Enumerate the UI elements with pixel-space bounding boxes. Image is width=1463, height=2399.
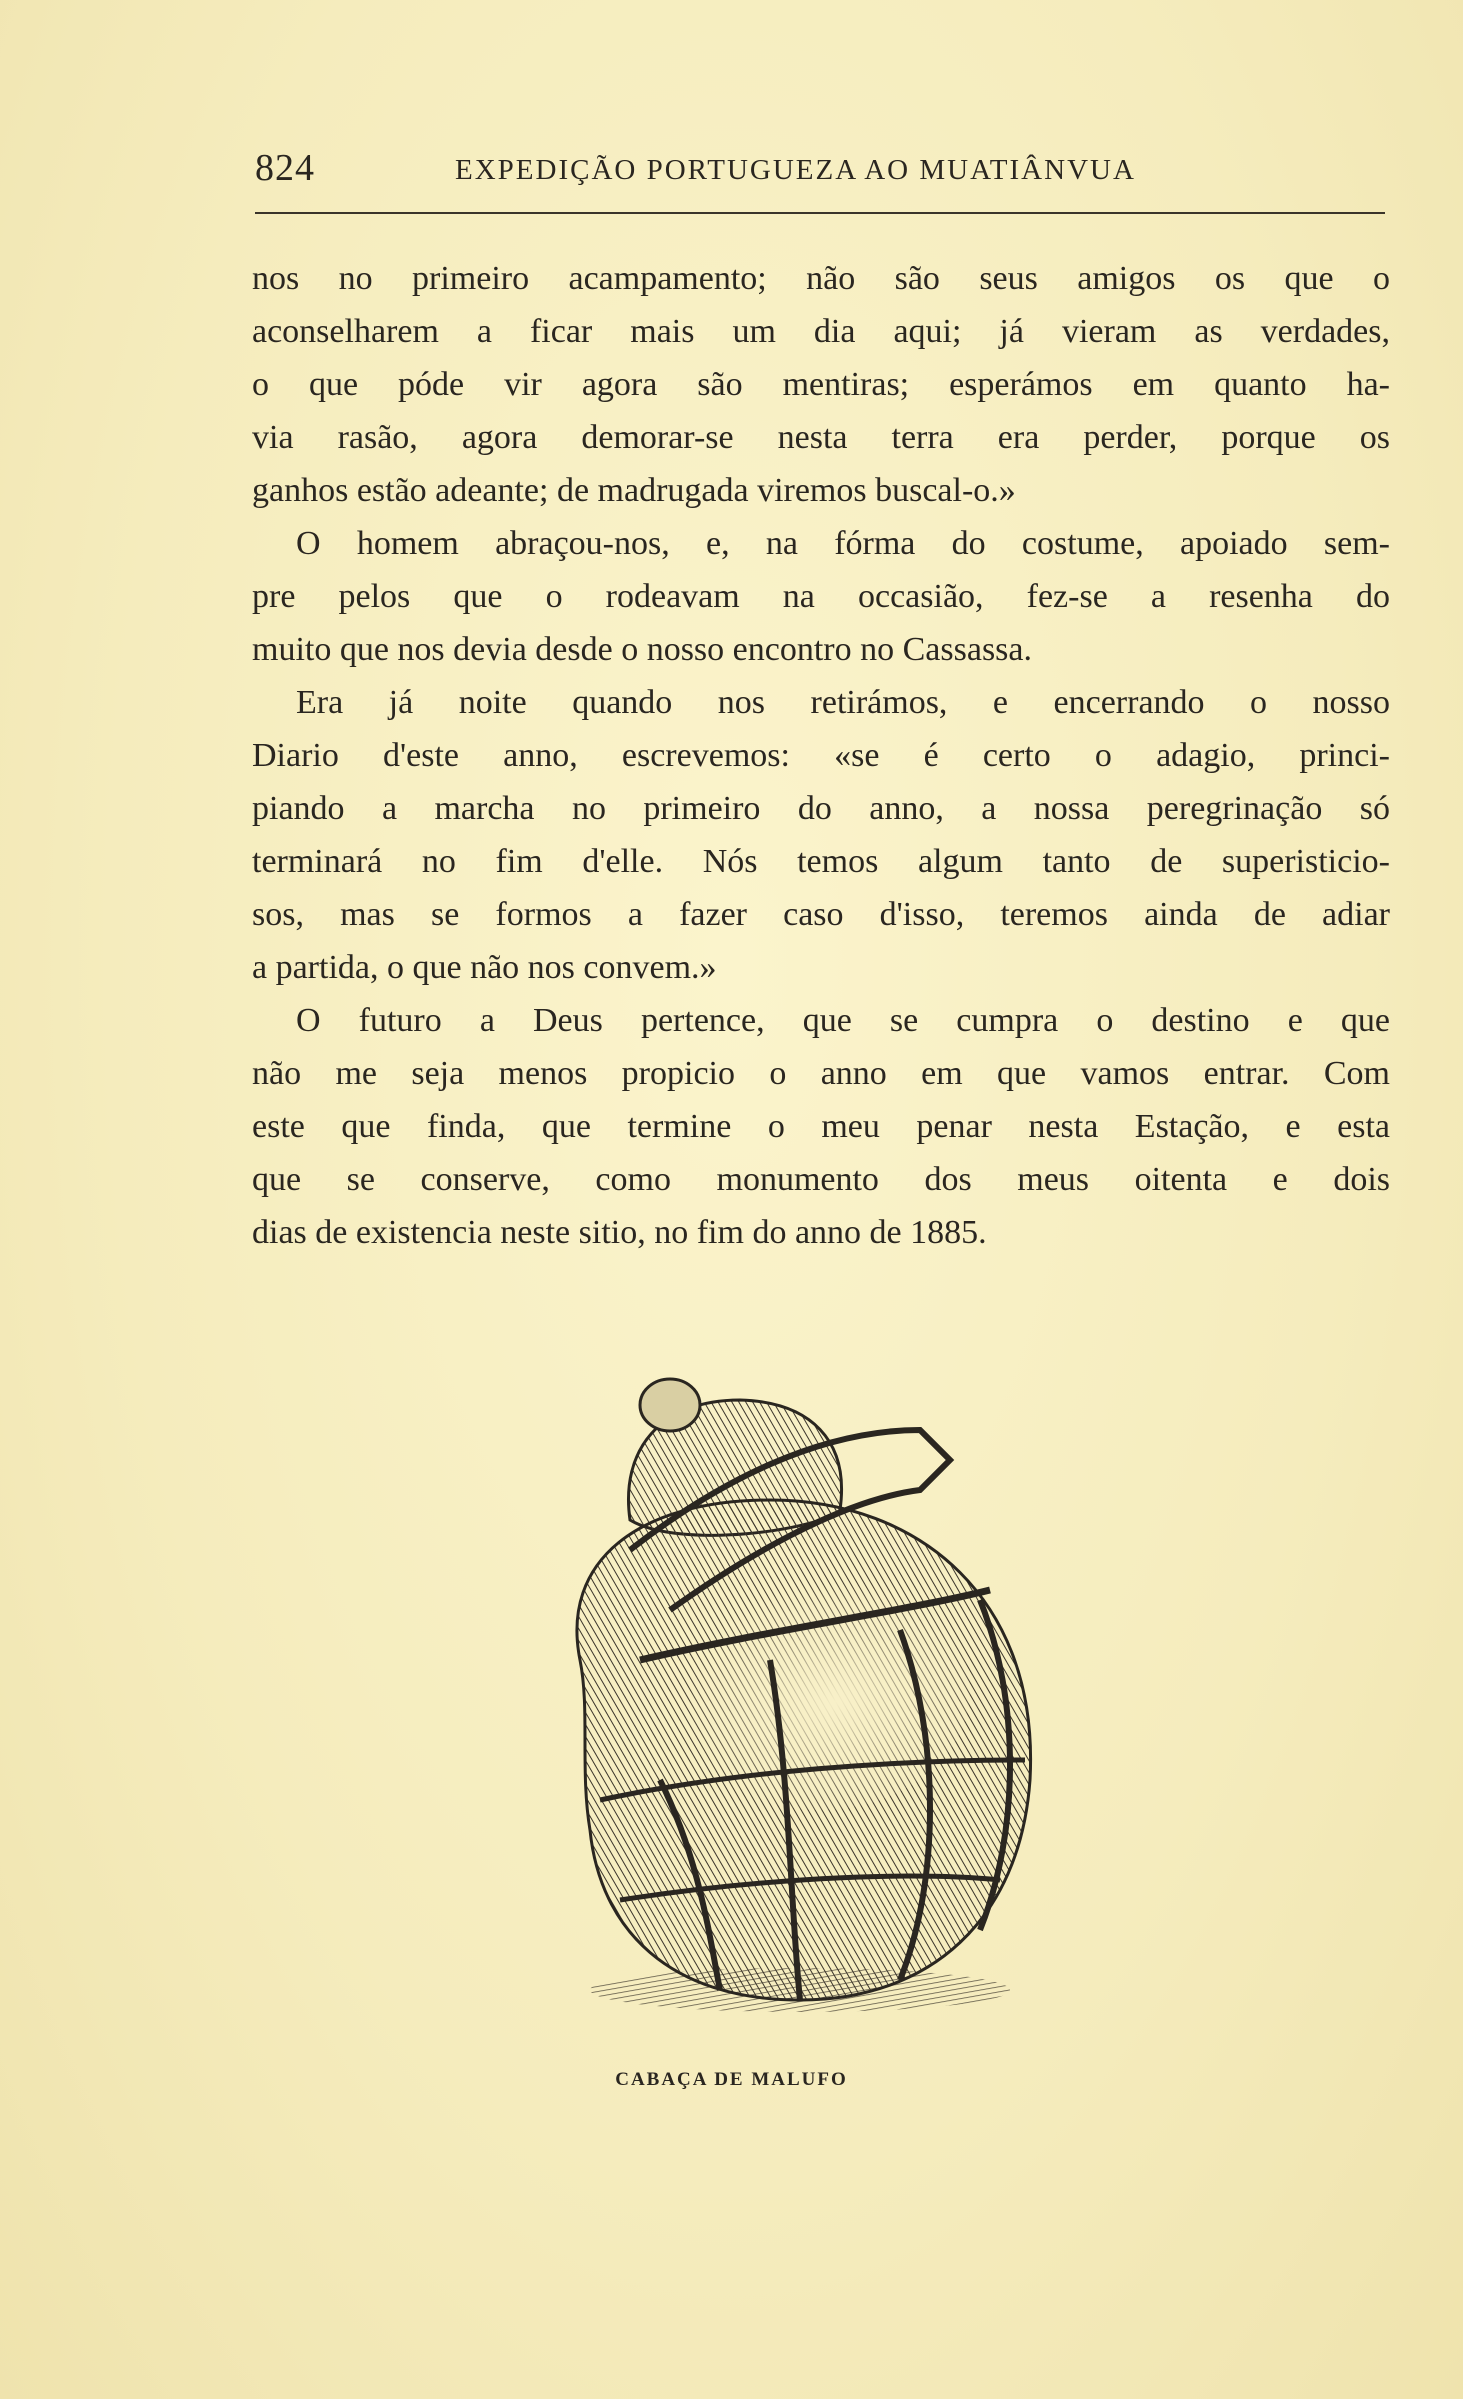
text-line: O homem abraçou-nos, e, na fórma do costume, apoiado sem- bbox=[296, 525, 1390, 562]
text-line: piando a marcha no primeiro do anno, a nossa peregrinação só bbox=[252, 790, 1390, 827]
text-line: nos no primeiro acampamento; não são seus amigos os que o bbox=[252, 260, 1390, 297]
header-rule bbox=[255, 212, 1385, 214]
gourd-stopper bbox=[640, 1379, 700, 1431]
text-line: terminará no fim d'elle. Nós temos algum tanto de superisticio- bbox=[252, 843, 1390, 880]
text-line: Era já noite quando nos retirámos, e encerrando o nosso bbox=[296, 684, 1390, 721]
text-line: ganhos estão adeante; de madrugada viremos buscal-o.» bbox=[252, 472, 1016, 509]
text-line: muito que nos devia desde o nosso encontro no Cassassa. bbox=[252, 631, 1032, 668]
text-line: o que póde vir agora são mentiras; esperámos em quanto ha- bbox=[252, 366, 1390, 403]
text-line: Diario d'este anno, escrevemos: «se é certo o adagio, princi- bbox=[252, 737, 1390, 774]
body-text bbox=[252, 252, 1390, 1259]
figure-caption: CABAÇA DE MALUFO bbox=[615, 2069, 848, 2090]
text-line: O futuro a Deus pertence, que se cumpra o destino e que bbox=[296, 1002, 1390, 1039]
text-line: este que finda, que termine o meu penar nesta Estação, e esta bbox=[252, 1108, 1390, 1145]
text-line: sos, mas se formos a fazer caso d'isso, teremos ainda de adiar bbox=[252, 896, 1390, 933]
running-head bbox=[255, 142, 1385, 192]
text-line: via rasão, agora demorar-se nesta terra era perder, porque os bbox=[252, 419, 1390, 456]
page-number: 824 bbox=[255, 147, 315, 189]
text-line: aconselharem a ficar mais um dia aqui; já vieram as verdades, bbox=[252, 313, 1390, 350]
running-title: EXPEDIÇÃO PORTUGUEZA AO MUATIÂNVUA bbox=[455, 154, 1136, 186]
gourd-engraving bbox=[520, 1360, 1080, 2060]
text-line: que se conserve, como monumento dos meus oitenta e dois bbox=[252, 1161, 1390, 1198]
text-line: pre pelos que o rodeavam na occasião, fez-se a resenha do bbox=[252, 578, 1390, 615]
text-line: não me seja menos propicio o anno em que vamos entrar. Com bbox=[252, 1055, 1390, 1092]
text-line: a partida, o que não nos convem.» bbox=[252, 949, 717, 986]
text-line: dias de existencia neste sitio, no fim do anno de 1885. bbox=[252, 1214, 987, 1251]
